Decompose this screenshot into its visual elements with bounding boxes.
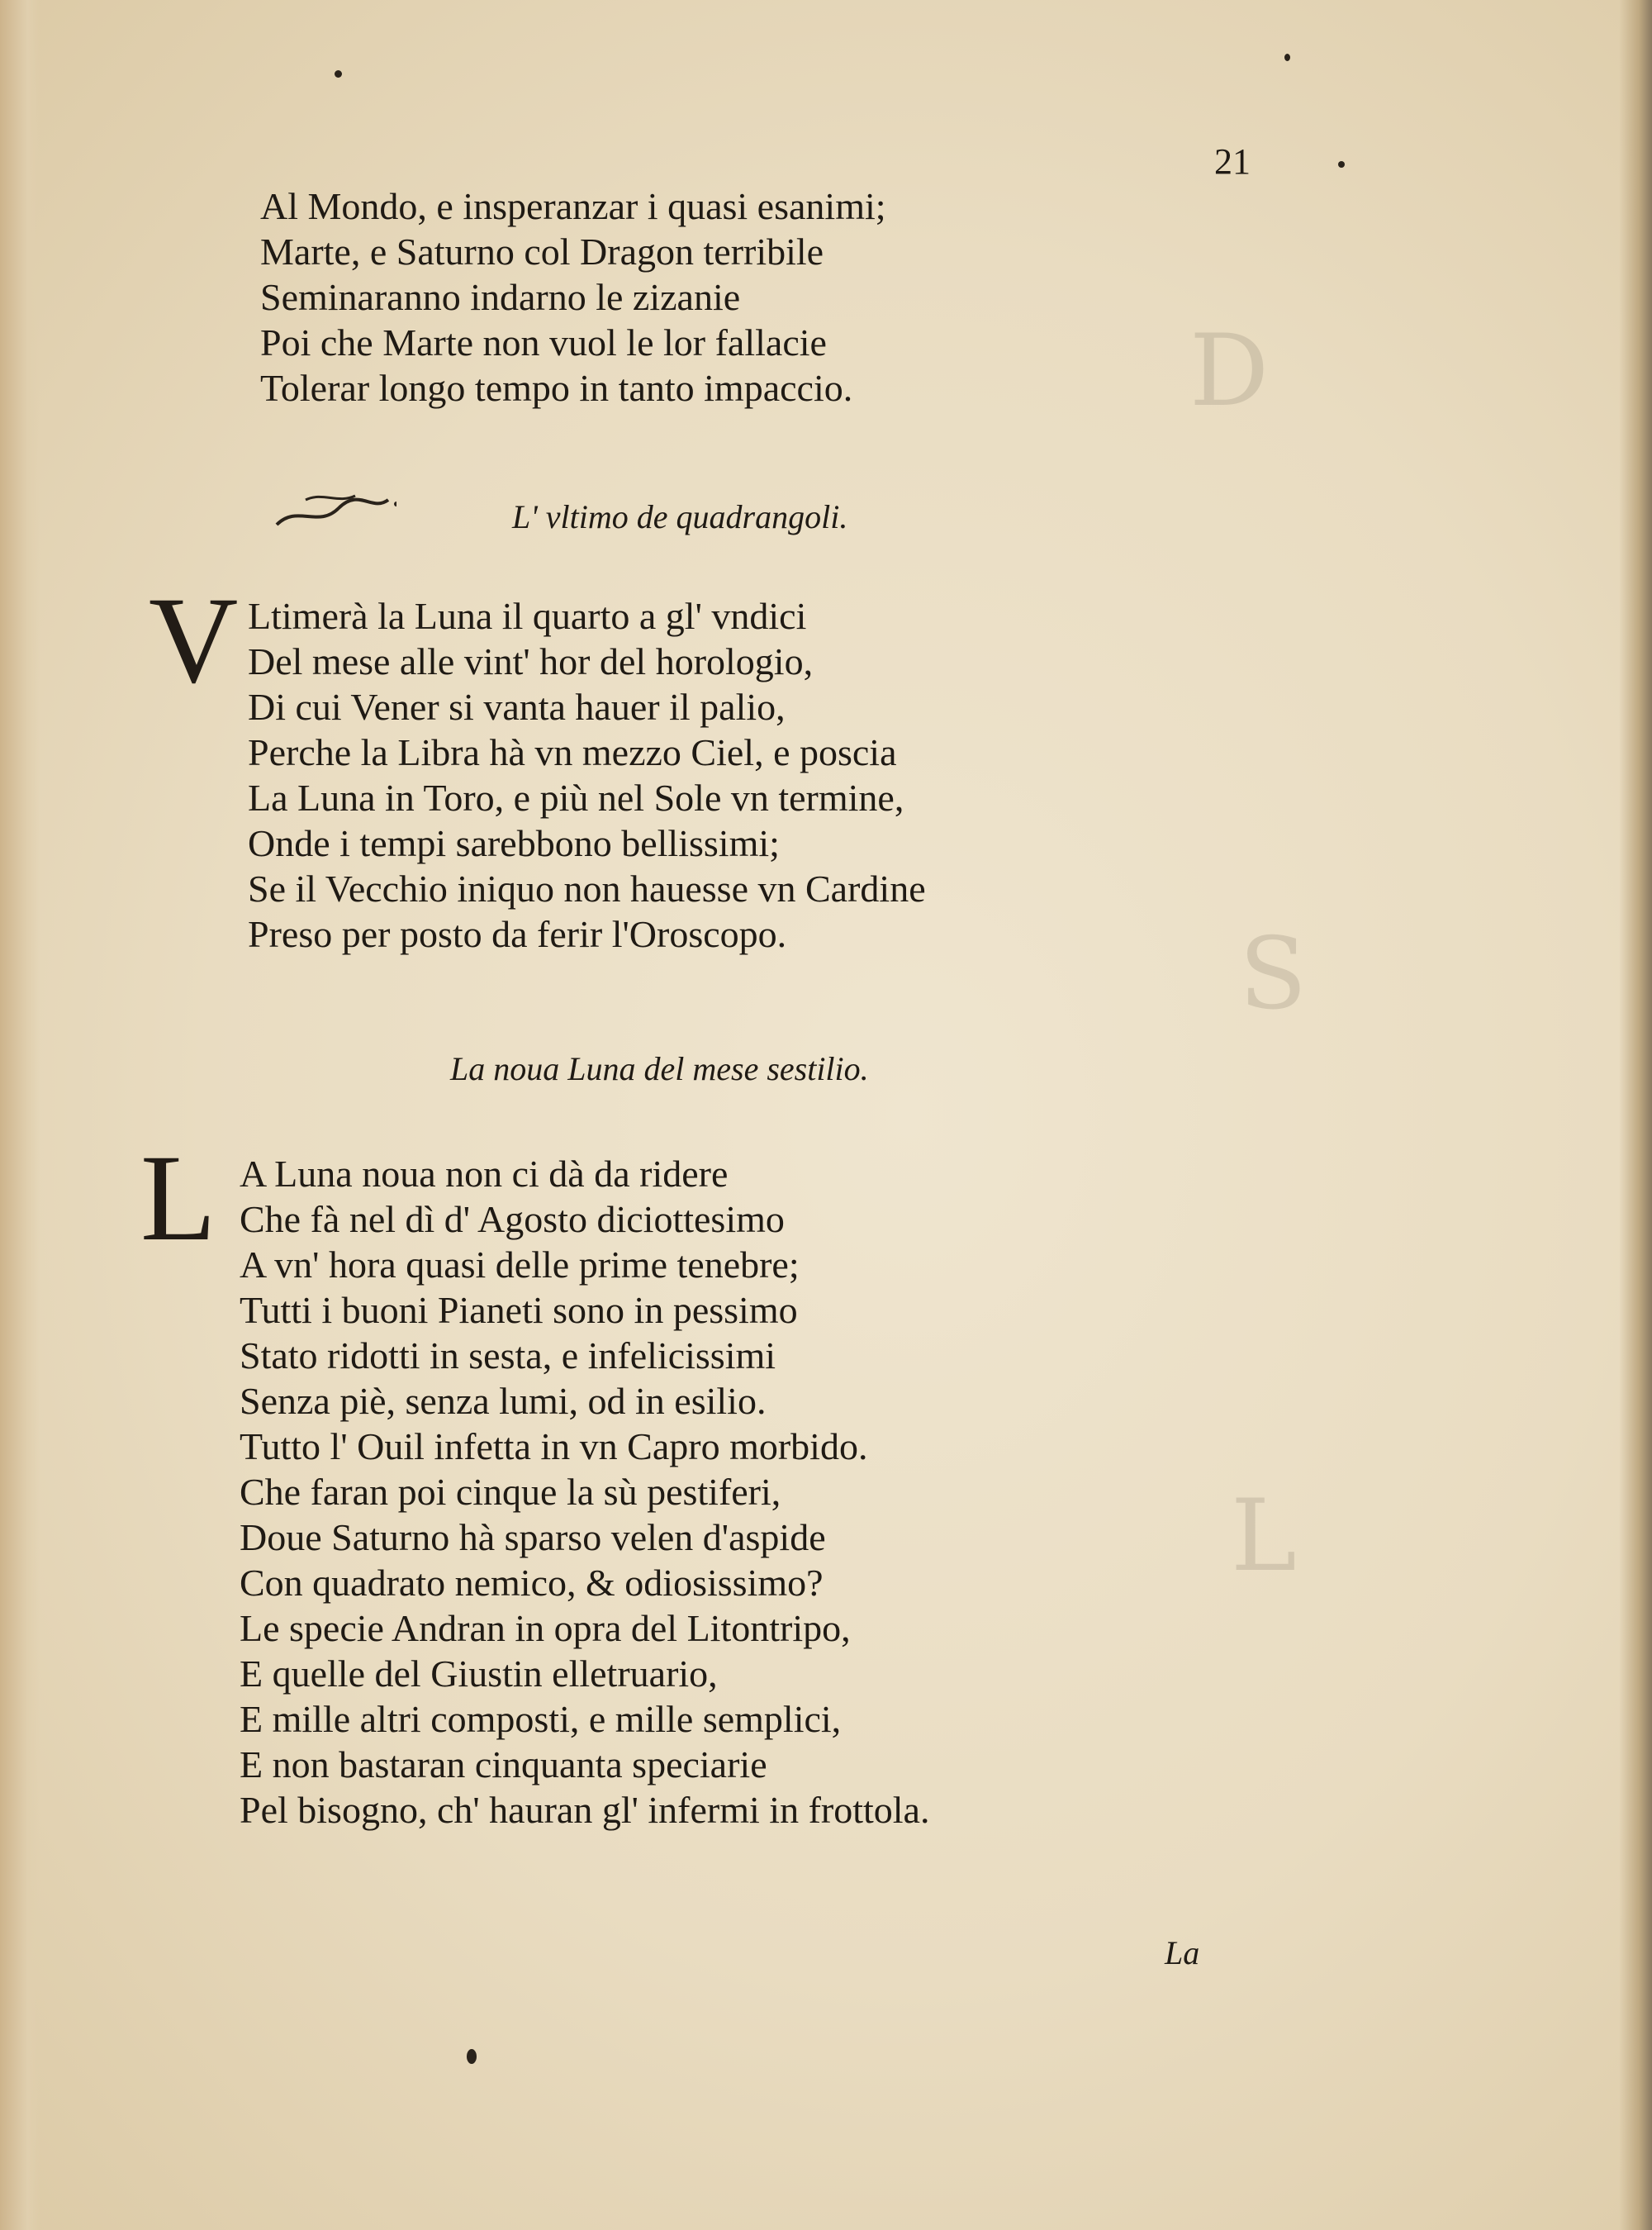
verse-line: E non bastaran cinquanta speciarie	[240, 1743, 767, 1785]
verse-block-2	[248, 593, 926, 957]
section-heading: La noua Luna del mese sestilio.	[450, 1050, 869, 1087]
ink-speck	[467, 2049, 477, 2064]
verse-line: Al Mondo, e insperanzar i quasi esanimi;	[260, 185, 886, 227]
verse-line: Seminaranno indarno le zizanie	[260, 276, 741, 318]
showthrough-initial-l: L	[1231, 1479, 1297, 1594]
drop-cap-initial: L	[140, 1129, 216, 1267]
verse-line: Che faran poi cinque la sù pestiferi,	[240, 1471, 781, 1513]
verse-line: Le specie Andran in opra del Litontripo,	[240, 1607, 851, 1649]
verse-line: Marte, e Saturno col Dragon terribile	[260, 231, 824, 273]
page-edge-shadow	[1619, 0, 1652, 2230]
verse-line: Di cui Vener si vanta hauer il palio,	[248, 686, 786, 728]
verse-line: Preso per posto da ferir l'Oroscopo.	[248, 913, 787, 955]
verse-line: Doue Saturno hà sparso velen d'aspide	[240, 1516, 826, 1558]
verse-line: Con quadrato nemico, & odiosissimo?	[240, 1562, 824, 1604]
ink-speck	[1284, 54, 1290, 61]
verse-line: Stato ridotti in sesta, e infelicissimi	[240, 1334, 776, 1377]
verse-line: Pel bisogno, ch' hauran gl' infermi in frottola.	[240, 1789, 930, 1831]
verse-line: Poi che Marte non vuol le lor fallacie	[260, 321, 827, 364]
catchword: La	[1165, 1934, 1200, 1971]
verse-line: Tolerar longo tempo in tanto impaccio.	[260, 367, 853, 409]
section-heading: L' vltimo de quadrangoli.	[512, 498, 848, 535]
verse-line: Ltimerà la Luna il quarto a gl' vndici	[248, 595, 807, 637]
verse-line: Tutto l' Ouil infetta in vn Capro morbido.	[240, 1425, 868, 1467]
verse-line: Onde i tempi sarebbono bellissimi;	[248, 822, 780, 864]
verse-line: Tutti i buoni Pianeti sono in pessimo	[240, 1289, 798, 1331]
verse-line: Che fà nel dì d' Agosto diciottesimo	[240, 1198, 785, 1240]
verse-line: A Luna noua non ci dà da ridere	[240, 1153, 729, 1195]
page-number: 21	[1214, 141, 1251, 182]
verse-line: Del mese alle vint' hor del horologio,	[248, 640, 814, 682]
verse-line: Senza piè, senza lumi, od in esilio.	[240, 1380, 767, 1422]
page-spine-shadow	[0, 0, 40, 2230]
verse-line: A vn' hora quasi delle prime tenebre;	[240, 1243, 800, 1286]
showthrough-initial-s: S	[1239, 917, 1308, 1032]
verse-line: E quelle del Giustin elletruario,	[240, 1652, 718, 1695]
verse-line: Perche la Libra hà vn mezzo Ciel, e poscia	[248, 731, 897, 773]
verse-line: E mille altri composti, e mille semplici,	[240, 1698, 842, 1740]
ink-speck	[1338, 161, 1345, 168]
verse-block-1	[260, 183, 886, 411]
showthrough-initial-d: D	[1189, 314, 1270, 429]
verse-line: Se il Vecchio iniquo non hauesse vn Cardine	[248, 868, 926, 910]
verse-line: La Luna in Toro, e più nel Sole vn termine,	[248, 777, 904, 819]
ornament-flourish	[273, 487, 396, 537]
ink-speck	[335, 70, 342, 78]
drop-cap-initial: V	[149, 572, 239, 709]
verse-block-3	[240, 1151, 929, 1833]
